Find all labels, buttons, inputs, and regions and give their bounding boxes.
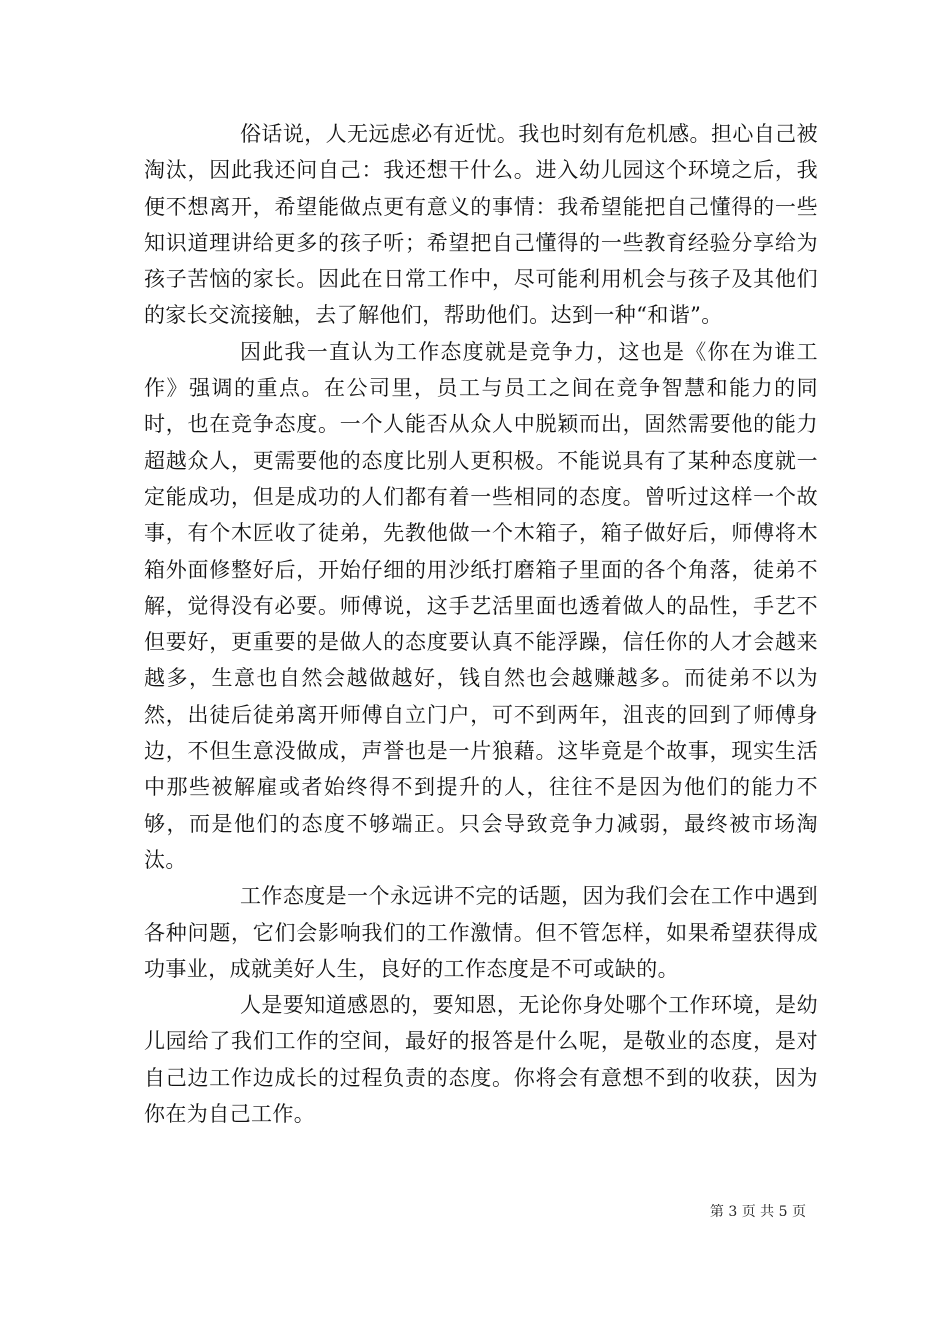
document-body: [144, 116, 818, 1132]
paragraph-2: 因此我一直认为工作态度就是竞争力，这也是《你在为谁工作》强调的重点。在公司里，员工与员工之间在竞争智慧和能力的同时，也在竞争态度。一个人能否从众人中脱颖而出，固然需要他的能力超越众人，更需要他的态度比别人更积极。不能说具有了某种态度就一定能成功，但是成功的人们都有着一些相同的态度。曾听过这样一个故事，有个木匠收了徒弟，先教他做一个木箱子，箱子做好后，师傅将木箱外面修整好后，开始仔细的用沙纸打磨箱子里面的各个角落，徒弟不解，觉得没有必要。师傅说，这手艺活里面也透着做人的品性，手艺不但要好，更重要的是做人的态度要认真不能浮躁，信任你的人才会越来越多，生意也自然会越做越好，钱自然也会越赚越多。而徒弟不以为然，出徒后徒弟离开师傅自立门户，可不到两年，沮丧的回到了师傅身边，不但生意没做成，声誉也是一片狼藉。这毕竟是个故事，现实生活中那些被解雇或者始终得不到提升的人，往往不是因为他们的能力不够，而是他们的态度不够端正。只会导致竞争力减弱，最终被市场淘汰。: [144, 339, 818, 872]
paragraph-4: 人是要知道感恩的，要知恩，无论你身处哪个工作环境，是幼儿园给了我们工作的空间，最好的报答是什么呢，是敬业的态度，是对自己边工作边成长的过程负责的态度。你将会有意想不到的收获，因为你在为自己工作。: [144, 993, 818, 1127]
paragraph-3: 工作态度是一个永远讲不完的话题，因为我们会在工作中遇到各种问题，它们会影响我们的工作激情。但不管怎样，如果希望获得成功事业，成就美好人生，良好的工作态度是不可或缺的。: [144, 884, 818, 981]
paragraph-1: 俗话说，人无远虑必有近忧。我也时刻有危机感。担心自己被淘汰，因此我还问自己：我还想干什么。进入幼儿园这个环境之后，我便不想离开，希望能做点更有意义的事情：我希望能把自己懂得的一些知识道理讲给更多的孩子听；希望把自己懂得的一些教育经验分享给为孩子苦恼的家长。因此在日常工作中，尽可能利用机会与孩子及其他们的家长交流接触，去了解他们，帮助他们。达到一种“和谐”。: [144, 122, 818, 328]
page-number-footer: 第 3 页 共 5 页: [709, 1204, 806, 1220]
